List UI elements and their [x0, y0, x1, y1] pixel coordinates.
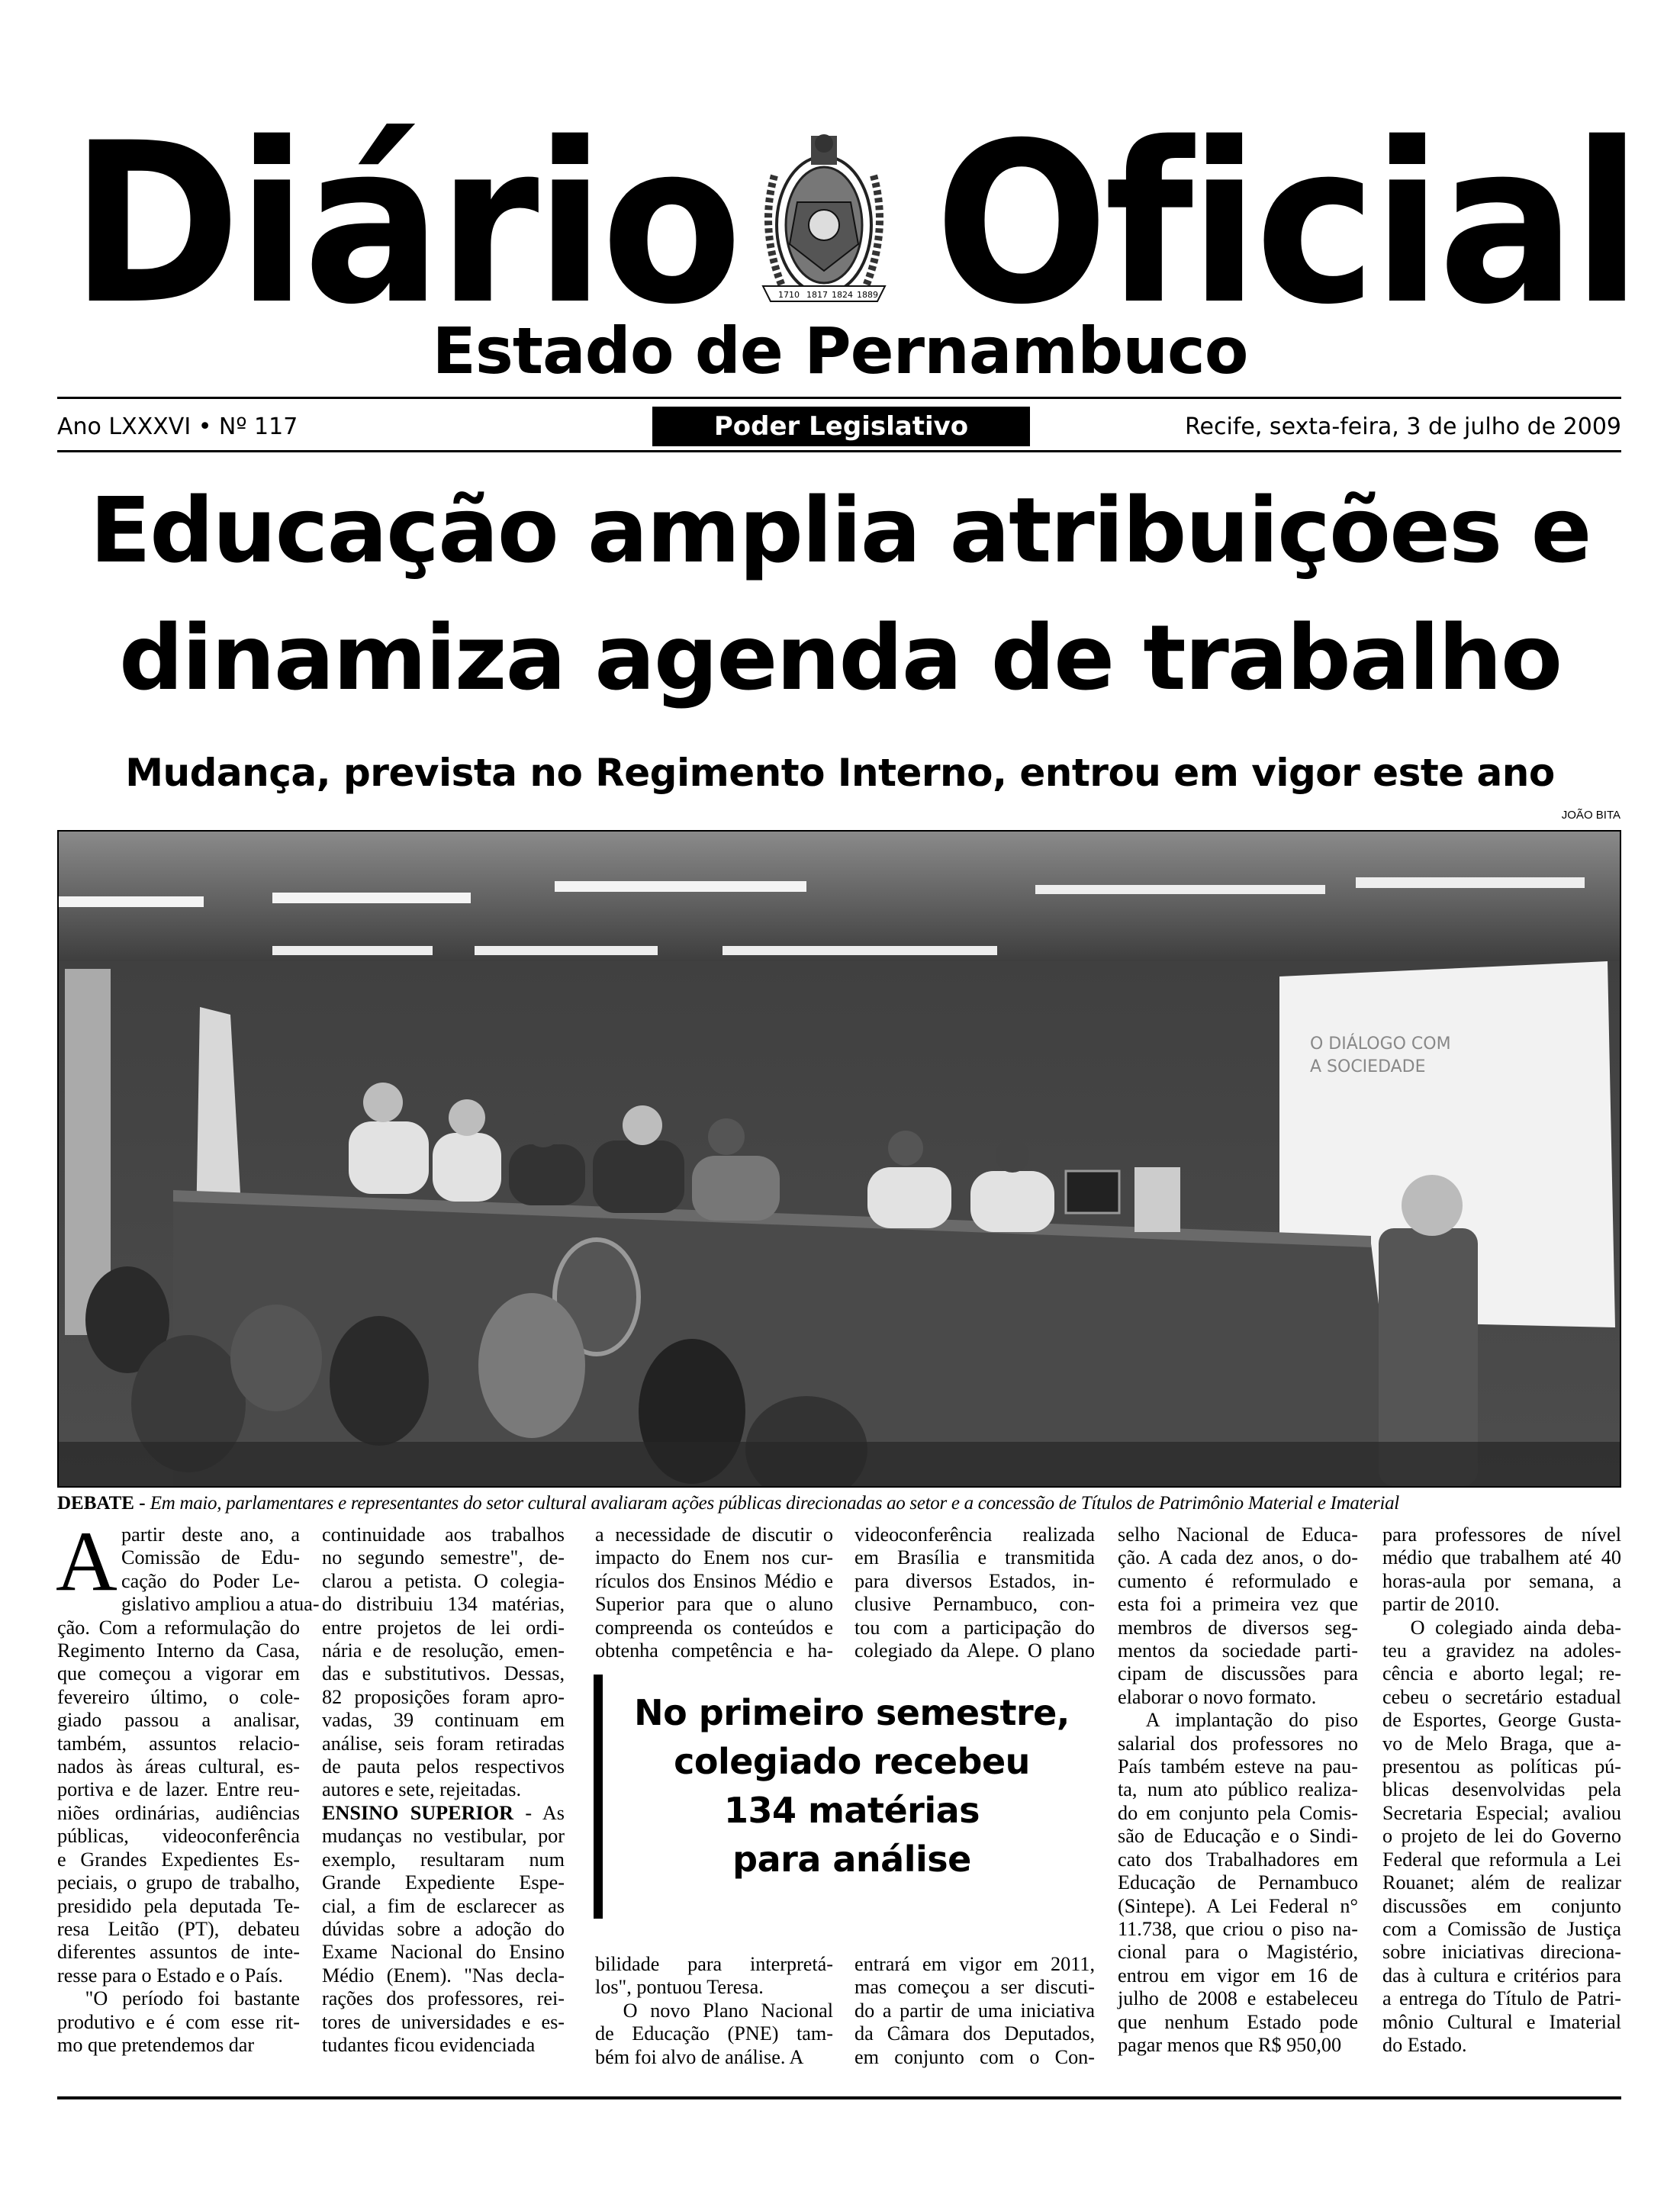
article-line: para professores de nível [1382, 1523, 1621, 1546]
pull-quote-text [609, 1688, 1095, 1884]
meeting-photo-illustration [59, 832, 1620, 1486]
article-line: tudantes ficou evidenciada [322, 2033, 536, 2056]
subhead-ensino-superior: ENSINO SUPERIOR [322, 1801, 514, 1824]
article-line: exemplo, resultaram num [322, 1848, 565, 1871]
article-column-2 [322, 1523, 565, 2057]
article-line: O colegiado ainda deba- [1410, 1616, 1621, 1639]
article-line: da Câmara dos Deputados, [854, 2022, 1095, 2045]
headline-line-2: dinamiza agenda de trabalho [118, 605, 1562, 710]
article-line: Superior para que o aluno [595, 1593, 833, 1616]
article-line: videoconferência realizada [854, 1523, 1095, 1546]
article-line: clusive Pernambuco, con- [854, 1593, 1095, 1616]
article-line: 82 proposições foram apro- [322, 1685, 565, 1708]
article-line: teu a gravidez na adoles- [1382, 1639, 1621, 1662]
headline-line-1: Educação amplia atribuições e [89, 478, 1591, 583]
article-line: e Grandes Expedientes Es- [57, 1848, 300, 1871]
article-line: entrou em vigor em 16 de [1118, 1964, 1358, 1987]
article-column-3-top [595, 1523, 833, 1662]
article-line: ta, num ato público realiza- [1118, 1778, 1358, 1801]
article-line: para diversos Estados, in- [854, 1569, 1095, 1592]
article-line: A implantação do piso [1145, 1709, 1358, 1732]
article-line: a necessidade de discutir o [595, 1523, 833, 1546]
photo-credit: JOÃO BITA [1561, 809, 1620, 822]
article-line: de Esportes, George Gusta- [1382, 1709, 1621, 1732]
article-line: cial, a fim de esclarecer as [322, 1894, 565, 1917]
article-line: elaborar o novo formato. [1118, 1685, 1317, 1708]
article-line: produtivo e é com esse rit- [57, 2010, 300, 2033]
article-line: do Estado. [1382, 2033, 1467, 2056]
article-line: Grande Expediente Espe- [322, 1871, 565, 1894]
article-line: do em conjunto pela Comis- [1118, 1801, 1358, 1824]
masthead-title-left: Diário [70, 96, 739, 353]
article-line: Educação de Pernambuco [1118, 1871, 1358, 1894]
article-line: Exame Nacional do Ensino [322, 1941, 565, 1964]
article-line: rações dos professores, rei- [322, 1987, 565, 2010]
seal-year-3: 1824 [832, 290, 853, 300]
article-line: horas-aula por semana, a [1382, 1569, 1621, 1592]
info-bottom-rule [57, 450, 1621, 452]
article-line: no segundo semestre", de- [322, 1546, 565, 1569]
article-line: peciais, o grupo de trabalho, [57, 1871, 300, 1894]
article-line: de Educação (PNE) tam- [595, 2022, 833, 2045]
article-line: colegiado da Alepe. O plano [854, 1639, 1095, 1662]
article-line: continuidade aos trabalhos [322, 1523, 565, 1546]
article-line: bilidade para interpretá- [595, 1953, 833, 1975]
article-line: das à cultura e critérios para [1382, 1964, 1621, 1987]
article-line: membros de diversos seg- [1118, 1616, 1358, 1639]
article-line: com a Comissão de Justiça [1382, 1917, 1621, 1940]
caption-text: Em maio, parlamentares e representantes do setor cultural avaliaram ações públicas direcionadas ao setor e a concessão de Títulos de Patrimônio Material e Imaterial [150, 1493, 1399, 1514]
article-line: resa Leitão (PT), debateu [57, 1917, 300, 1940]
article-line: salarial dos professores no [1118, 1732, 1358, 1755]
masthead-title-right: Oficial [935, 96, 1638, 353]
screen-title-line-2: A SOCIEDADE [1310, 1057, 1426, 1076]
article-line: obtenha competência e ha- [595, 1639, 833, 1662]
article-line: públicas, videoconferência [57, 1825, 300, 1848]
pull-quote-line: para análise [732, 1839, 971, 1880]
article-line: autores e sete, rejeitadas. [322, 1778, 522, 1801]
article-line: País também esteve na pau- [1118, 1755, 1358, 1778]
article-line: Federal que reformula a Lei [1382, 1848, 1621, 1871]
pull-quote-line: No primeiro semestre, [634, 1692, 1070, 1733]
article-line: em Brasília e transmitida [854, 1546, 1095, 1569]
article-line: entrará em vigor em 2011, [854, 1953, 1095, 1975]
article-line: vo de Melo Braga, que a- [1382, 1732, 1621, 1755]
article-line: dúvidas sobre a adoção do [322, 1917, 565, 1940]
article-line: entre projetos de lei ordi- [322, 1616, 565, 1639]
article-column-1 [56, 1514, 320, 2057]
article-line: sobre iniciativas direciona- [1382, 1941, 1621, 1964]
article-line: Comissão de Edu- [121, 1546, 300, 1569]
article-line: resse para o Estado e o País. [57, 1964, 283, 1987]
article-line: ção. Com a reformulação do [57, 1616, 300, 1639]
article-column-5 [1118, 1523, 1358, 2057]
article-line: o projeto de lei do Governo [1382, 1825, 1621, 1848]
article-line: tou com a participação do [854, 1616, 1095, 1639]
article-line: cipam de discussões para [1118, 1662, 1358, 1685]
headline-deck: Mudança, prevista no Regimento Interno, entrou em vigor este ano [125, 751, 1555, 795]
seal-year-1: 1710 [778, 290, 800, 300]
article-line: mentos da sociedade parti- [1118, 1639, 1358, 1662]
pull-quote-line: 134 matérias [723, 1790, 980, 1831]
article-line: compreenda os conteúdos e [595, 1616, 833, 1639]
article-line: partir deste ano, a [121, 1523, 300, 1546]
article-line: cação do Poder Le- [121, 1569, 300, 1592]
section-badge: Poder Legislativo [652, 407, 1030, 446]
pull-quote-line: colegiado recebeu [674, 1741, 1030, 1782]
article-line: nados às áreas cultural, es- [57, 1755, 300, 1778]
article-column-6 [1382, 1523, 1621, 2057]
bottom-rule [57, 2096, 1621, 2099]
article-line: tores de universidades e es- [322, 2010, 565, 2033]
top-rule [57, 397, 1621, 399]
article-line: mas começou a ser discuti- [854, 1976, 1095, 1999]
photo-caption [57, 1491, 1621, 1516]
subhead-continuation: - As [513, 1801, 565, 1824]
article-line: mônio Cultural e Imaterial [1382, 2010, 1621, 2033]
article-line: que começou a vigorar em [57, 1662, 300, 1685]
article-line: fevereiro último, o cole- [57, 1685, 300, 1708]
article-line: Secretaria Especial; avaliou [1382, 1801, 1621, 1824]
drop-cap: A [56, 1514, 117, 1609]
article-line: cumento é reformulado e [1118, 1569, 1358, 1592]
seal-year-4: 1889 [857, 290, 878, 300]
article-line: (Sintepe). A Lei Federal n° [1118, 1894, 1358, 1917]
article-line: análise, seis foram retiradas [322, 1732, 565, 1755]
article-line: blicas desenvolvidas pela [1382, 1778, 1621, 1801]
article-line: cência e aborto legal; re- [1382, 1662, 1621, 1685]
article-line: a entrega do Título de Patri- [1382, 1987, 1621, 2010]
article-line: portiva e de lazer. Entre reu- [57, 1778, 300, 1801]
article-line: vadas, 39 continuam em [322, 1709, 565, 1732]
masthead-subtitle: Estado de Pernambuco [432, 314, 1248, 388]
article-line: que nenhum Estado pode [1118, 2010, 1358, 2033]
article-line: clarou a petista. O colegia- [322, 1569, 565, 1592]
caption-label: DEBATE - [57, 1493, 150, 1514]
article-line: mo que pretendemos dar [57, 2033, 255, 2056]
article-line: julho de 2008 e estabeleceu [1118, 1987, 1358, 2010]
article-column-4-bottom [854, 1953, 1095, 2069]
article-line: do distribuiu 134 matérias, [322, 1593, 565, 1616]
article-line: presidido pela deputada Te- [57, 1894, 300, 1917]
article-line: nária e de resolução, emen- [322, 1639, 565, 1662]
article-line: Rouanet; além de realizar [1382, 1871, 1621, 1894]
article-line: niões ordinárias, audiências [57, 1801, 300, 1824]
article-line: de pauta pelos respectivos [322, 1755, 565, 1778]
article-line: são de Educação e o Sindi- [1118, 1825, 1358, 1848]
article-line: médio que trabalhem até 40 [1382, 1546, 1621, 1569]
seal-year-2: 1817 [806, 290, 828, 300]
article-line: ção. A cada dez anos, o do- [1118, 1546, 1358, 1569]
article-line: gislativo ampliou a atua- [121, 1593, 320, 1616]
article-line: esta foi a primeira vez que [1118, 1593, 1358, 1616]
article-column-3-bottom [595, 1953, 833, 2069]
article-line: partir de 2010. [1382, 1593, 1500, 1616]
article-line: em conjunto com o Con- [854, 2045, 1095, 2068]
article-line: impacto do Enem nos cur- [595, 1546, 833, 1569]
article-line: O novo Plano Nacional [623, 1999, 833, 2022]
article-line: pagar menos que R$ 950,00 [1118, 2033, 1342, 2056]
article-line: giado passou a analisar, [57, 1709, 300, 1732]
article-line: bém foi alvo de análise. A [595, 2045, 804, 2068]
article-line: do a partir de uma iniciativa [854, 1999, 1095, 2022]
article-line: das e substitutivos. Dessas, [322, 1662, 565, 1685]
article-line: selho Nacional de Educa- [1118, 1523, 1358, 1546]
dateline: Recife, sexta-feira, 3 de julho de 2009 [1185, 413, 1621, 440]
article-line: mudanças no vestibular, por [322, 1825, 565, 1848]
article-line [322, 1802, 565, 1825]
article-line: também, assuntos relacio- [57, 1732, 300, 1755]
screen-title-line-1: O DIÁLOGO COM [1310, 1034, 1451, 1054]
news-photo [57, 830, 1621, 1488]
article-line: "O período foi bastante [85, 1987, 300, 2010]
pernambuco-coat-of-arms-icon [744, 130, 904, 313]
article-line: los", pontuou Teresa. [595, 1976, 764, 1999]
edition-number: Ano LXXXVI • Nº 117 [57, 413, 298, 440]
article-line: discussões em conjunto [1382, 1894, 1621, 1917]
article-line: Médio (Enem). "Nas decla- [322, 1964, 565, 1987]
pull-quote [594, 1675, 1095, 1919]
article-line: 11.738, que criou o piso na- [1118, 1917, 1358, 1940]
article-line: cato dos Trabalhadores em [1118, 1848, 1358, 1871]
article-line: rículos dos Ensinos Médio e [595, 1569, 833, 1592]
article-line: presentou as políticas pú- [1382, 1755, 1621, 1778]
article-column-4-top [854, 1523, 1095, 1662]
article-line: cional para o Magistério, [1118, 1941, 1358, 1964]
article-line: diferentes assuntos de inte- [57, 1941, 300, 1964]
article-line: cebeu o secretário estadual [1382, 1685, 1621, 1708]
pull-quote-bar [594, 1675, 603, 1919]
article-line: Regimento Interno da Casa, [57, 1639, 300, 1662]
